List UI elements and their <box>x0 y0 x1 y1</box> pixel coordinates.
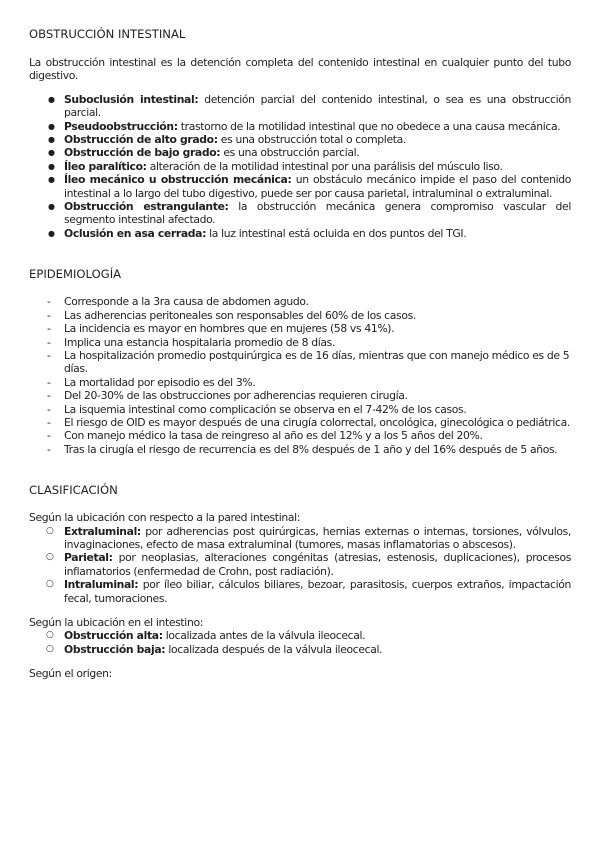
intestine-classification-intro: Según la ubicación en el intestino: <box>29 616 203 629</box>
section-clasificacion <box>29 482 571 680</box>
definition-text: la obstrucción mecánica genera compromiso vascular del segmento intestinal afectado. <box>64 200 571 227</box>
list-item <box>29 227 571 240</box>
list-item <box>29 120 571 133</box>
list-item: - El riesgo de OID es mayor después de una cirugía colorrectal, oncológica, ginecológica o pediátrica. <box>29 416 571 429</box>
list-item <box>29 160 571 173</box>
origin-classification-intro: Según el origen: <box>29 667 112 681</box>
list-item <box>29 643 571 656</box>
definition-term: Pseudoobstrucción: <box>64 119 178 133</box>
definition-term: Íleo paralítico: <box>64 159 147 173</box>
classification-text: por íleo biliar, cálculos biliares, bezoar, parasitosis, cuerpos extraños, impactación fecal, tumoraciones. <box>64 578 571 605</box>
list-item <box>29 578 571 605</box>
section-obstruccion <box>29 26 571 240</box>
section-title: OBSTRUCCIÓN INTESTINAL <box>29 27 186 41</box>
classification-term: Parietal: <box>64 551 113 565</box>
classification-text: localizada antes de la válvula ileocecal. <box>162 629 366 643</box>
list-item: - Las adherencias peritoneales son responsables del 60% de los casos. <box>29 309 571 322</box>
section-epidemiologia <box>29 266 571 456</box>
list-item: - La incidencia es mayor en hombres que en mujeres (58 vs 41%). <box>29 322 571 335</box>
definition-list <box>29 93 571 240</box>
classification-term: Intraluminal: <box>64 578 139 592</box>
list-item: - Tras la cirugía el riesgo de recurrencia es del 8% después de 1 año y del 16% después de 5 años. <box>29 443 571 456</box>
list-item <box>29 133 571 146</box>
section-title: EPIDEMIOLOGÍA <box>29 267 122 282</box>
list-item: - La isquemia intestinal como complicación se observa en el 7-42% de los casos. <box>29 403 571 416</box>
epidemiology-list <box>29 295 571 456</box>
classification-text: por adherencias post quirúrgicas, hernias externas o internas, torsiones, vólvulos, invaginaciones, efecto de masa extraluminal (tumores, masas inflamatorias o abscesos). <box>64 524 571 551</box>
definition-text: la luz intestinal está ocluida en dos puntos del TGI. <box>206 226 467 240</box>
list-item <box>29 93 571 120</box>
list-item: - La mortalidad por episodio es del 3%. <box>29 376 571 389</box>
definition-term: Suboclusión intestinal: <box>64 92 199 106</box>
definition-text: trastorno de la motilidad intestinal que no obedece a una causa mecánica. <box>177 119 561 133</box>
definition-term: Obstrucción de alto grado: <box>64 133 218 147</box>
list-item <box>29 200 571 227</box>
definition-text: un obstáculo mecánico impide el paso del contenido intestinal a lo largo del tubo digestivo, puede ser por causa parietal, intraluminal o extraluminal. <box>64 173 571 200</box>
list-item: - Corresponde a la 3ra causa de abdomen agudo. <box>29 295 571 308</box>
list-item <box>29 525 571 552</box>
definition-text: detención parcial del contenido intestinal, o sea es una obstrucción parcial. <box>64 92 571 120</box>
list-item: - Implica una estancia hospitalaria promedio de 8 días. <box>29 336 571 349</box>
list-item <box>29 173 571 200</box>
intro-paragraph: La obstrucción intestinal es la detención completa del contenido intestinal en cualquier punto del tubo digestivo. <box>29 56 571 83</box>
definition-text: alteración de la motilidad intestinal por una parálisis del músculo liso. <box>146 159 503 173</box>
list-item: - Del 20-30% de las obstrucciones por adherencias requieren cirugía. <box>29 389 571 402</box>
wall-classification-intro: Según la ubicación con respecto a la pared intestinal: <box>29 511 301 525</box>
wall-classification-list <box>29 525 571 605</box>
classification-term: Obstrucción alta: <box>64 629 163 643</box>
list-item: - La hospitalización promedio postquirúrgica es de 16 días, mientras que con manejo médico es de 5 días. <box>29 349 571 376</box>
section-title: CLASIFICACIÓN <box>29 483 118 498</box>
classification-text: localizada después de la válvula ileocecal. <box>165 642 383 656</box>
definition-term: Íleo mecánico u obstrucción mecánica: <box>64 173 292 187</box>
intestine-classification-list <box>29 629 571 656</box>
list-item <box>29 146 571 159</box>
classification-term: Extraluminal: <box>64 524 141 538</box>
list-item <box>29 629 571 642</box>
definition-text: es una obstrucción total o completa. <box>217 133 406 147</box>
definition-text: es una obstrucción parcial. <box>220 146 360 160</box>
definition-term: Obstrucción estrangulante: <box>64 200 229 214</box>
list-item: - Con manejo médico la tasa de reingreso al año es del 12% y a los 5 años del 20%. <box>29 429 571 442</box>
definition-term: Oclusión en asa cerrada: <box>64 226 207 240</box>
classification-term: Obstrucción baja: <box>64 642 166 656</box>
classification-text: por neoplasias, alteraciones congénitas (atresias, estenosis, duplicaciones), procesos inflamatorios (enfermedad de Crohn, post radiación). <box>64 551 571 578</box>
definition-term: Obstrucción de bajo grado: <box>64 146 221 160</box>
list-item <box>29 551 571 578</box>
